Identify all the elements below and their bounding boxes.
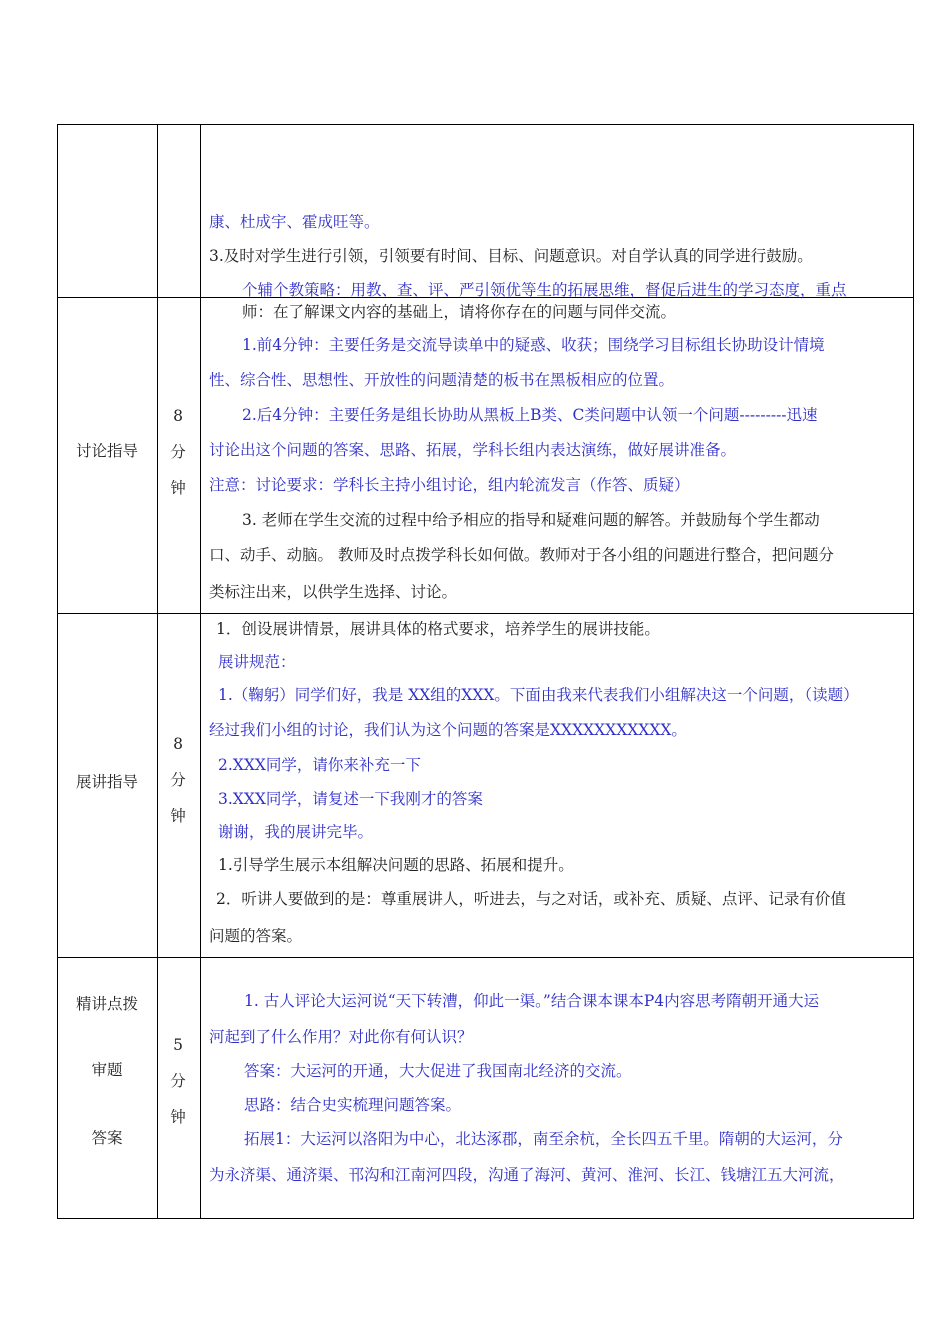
content-line: 1. 古人评论大运河说“天下转漕，仰此一渠。”结合课本课本P4内容思考隋朝开通大运 [244,992,820,1010]
time-cell [157,1027,199,1135]
content-line: 2.XXX同学，请你来补充一下 [218,756,421,774]
content-line: 康、杜成宇、霍成旺等。 [209,213,380,231]
content-line: 为永济渠、通济渠、邗沟和江南河四段，沟通了海河、黄河、淮河、长江、钱塘江五大河流， [209,1166,845,1184]
content-line: 3.XXX同学，请复述一下我刚才的答案 [218,790,483,808]
content-line: 口、动手、动脑。 教师及时点拨学科长如何做。教师对于各小组的问题进行整合，把问题分 [209,546,834,564]
table-border-top [57,124,914,125]
content-line: 3.及时对学生进行引领，引领要有时间、目标、问题意识。对自学认真的同学进行鼓励。 [209,247,813,265]
content-line: 3. 老师在学生交流的过程中给予相应的指导和疑难问题的解答。并鼓励每个学生都动 [242,511,820,529]
content-line: 类标注出来，以供学生选择、讨论。 [209,583,458,601]
time-unit: 钟 [170,479,186,497]
content-line: 师：在了解课文内容的基础上，请将你存在的问题与同伴交流。 [242,303,677,321]
time-unit: 分 [170,443,186,461]
content-line: 注意：讨论要求：学科长主持小组讨论，组内轮流发言（作答、质疑） [209,476,690,494]
content-line: 展讲规范： [218,653,296,671]
time-unit: 分 [170,771,186,789]
content-line: 1.前4分钟：主要任务是交流导读单中的疑惑、收获；围绕学习目标组长协助设计情境 [242,336,825,354]
content-line: 1.引导学生展示本组解决问题的思路、拓展和提升。 [218,856,574,874]
table-border-right [913,124,914,1219]
time-value: 8 [173,735,183,753]
row-label: 答案 [91,1129,123,1147]
row-divider [57,613,914,614]
row-label: 展讲指导 [75,773,138,791]
time-value: 5 [173,1036,183,1054]
time-cell [157,726,199,834]
content-line: 答案：大运河的开通，大大促进了我国南北经济的交流。 [244,1062,632,1080]
table-border-left [57,124,58,1219]
content-line: 个辅个教策略：用教、查、评、严引领优等生的拓展思维，督促后进生的学习态度，重点 [242,281,847,299]
time-unit: 分 [170,1072,186,1090]
row-label: 讨论指导 [75,442,138,460]
content-line: 河起到了什么作用？对此你有何认识？ [209,1028,473,1046]
content-line: 谢谢，我的展讲完毕。 [218,823,374,841]
row-label: 精讲点拨 [75,995,138,1013]
content-line: 2.后4分钟：主要任务是组长协助从黑板上B类、C类问题中认领一个问题---------迅速 [242,406,818,424]
time-unit: 钟 [170,1108,186,1126]
time-unit: 钟 [170,807,186,825]
row-label: 审题 [91,1061,123,1079]
content-line: 讨论出这个问题的答案、思路、拓展，学科长组内表达演练，做好展讲准备。 [209,441,737,459]
content-line: 思路：结合史实梳理问题答案。 [244,1096,462,1114]
table-border-bottom [57,1218,914,1219]
content-line: 1.（鞠躬）同学们好，我是 XX组的XXX。下面由我来代表我们小组解决这一个问题，（读题） [218,686,859,704]
content-line: 2．听讲人要做到的是：尊重展讲人，听进去，与之对话，或补充、质疑、点评、记录有价值 [216,890,846,908]
content-line: 问题的答案。 [209,927,303,945]
content-line: 拓展1：大运河以洛阳为中心，北达涿郡，南至余杭，全长四五千里。隋朝的大运河，分 [244,1130,843,1148]
column-divider [200,124,201,1219]
time-cell [157,398,199,506]
time-value: 8 [173,407,183,425]
content-line: 经过我们小组的讨论，我们认为这个问题的答案是XXXXXXXXXXX。 [209,721,687,739]
content-line: 性、综合性、思想性、开放性的问题清楚的板书在黑板相应的位置。 [209,371,675,389]
content-line: 1．创设展讲情景，展讲具体的格式要求，培养学生的展讲技能。 [216,620,660,638]
row-divider [57,957,914,958]
